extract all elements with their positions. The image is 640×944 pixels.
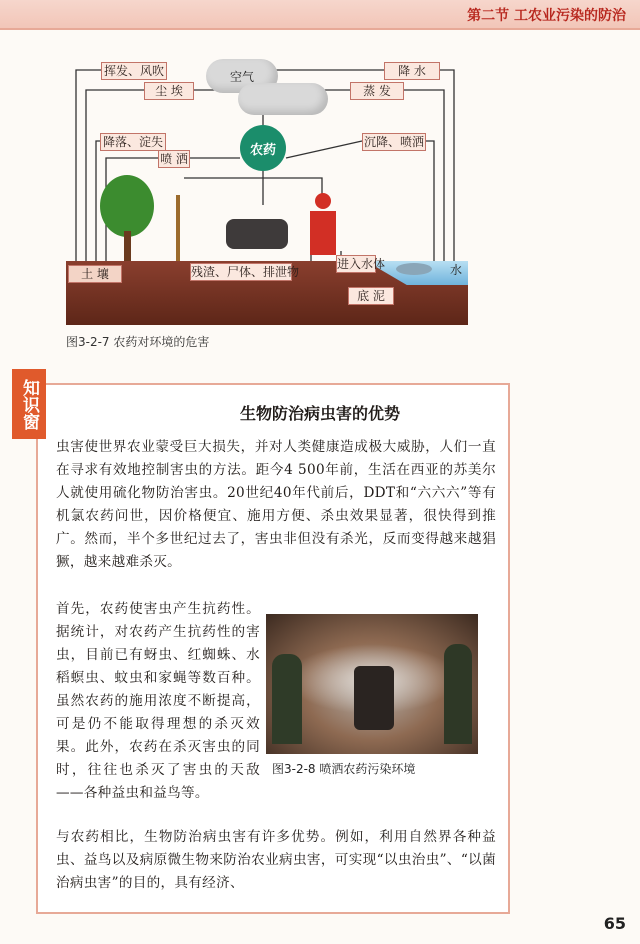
figure-caption-2: 图3-2-8 喷洒农药污染环境 [272, 762, 416, 776]
human-head-icon [315, 193, 331, 209]
figure-caption-1: 图3-2-7 农药对环境的危害 [66, 335, 210, 349]
section-title: 第二节 工农业污染的防治 [467, 8, 626, 24]
paragraph-2: 首先，农药使害虫产生抗药性。据统计，对农药产生抗药性的害虫，目前已有蚜虫、红蜘蛛、水稻螟虫、蚊虫和家蝇等数百种。虽然农药的施用浓度不断提高，可是仍不能取得理想的杀灭效果。此外，农药在杀灭害虫的同时，往往也杀灭了害虫的天敌——各种益虫和益鸟等。 [56, 601, 260, 801]
paragraph-3: 与农药相比，生物防治病虫害有许多优势。例如，利用自然界各种益虫、益鸟以及病原微生物来防治农业病虫害，可实现“以虫治虫”、“以菌治病虫害”的目的，具有经济、 [56, 829, 496, 891]
page-number: 65 [603, 914, 626, 933]
header-band [0, 0, 640, 30]
cow-icon [226, 219, 288, 249]
human-icon [310, 211, 336, 255]
tractor-icon [354, 666, 394, 730]
paragraph-1: 虫害使世界农业蒙受巨大损失，并对人类健康造成极大威胁，人们一直在寻求有效地控制害虫的方法。距今4 500年前，生活在西亚的苏美尔人就使用硫化物防治害虫。20世纪40年代前后，DDT和“六六六”等有机氯农药问世，因价格便宜、施用方便、杀虫效果显著，很快得到推广。然而，半个多世纪过去了，害虫非但没有杀光，反而变得越来越猖獗，越来越难杀灭。 [56, 439, 496, 570]
box-mud: 底 泥 [348, 287, 394, 305]
article-title: 生物防治病虫害的优势 [239, 404, 400, 423]
box-enter-water: 进入水体 [337, 257, 386, 271]
photo-tree-right [444, 644, 472, 744]
pesticide-diagram [66, 55, 468, 325]
box-dust: 尘 埃 [144, 82, 194, 100]
pesticide-circle: 农药 [240, 125, 286, 171]
box-rain: 降 水 [384, 62, 440, 80]
water-label: 水 [450, 263, 463, 277]
box-spray: 喷 洒 [158, 150, 190, 168]
tree-icon [100, 175, 154, 237]
box-evap: 蒸 发 [350, 82, 404, 100]
spraying-photo [266, 614, 478, 754]
box-soil: 土 壤 [68, 265, 122, 283]
wheat-icon [176, 195, 180, 261]
tree-trunk [124, 231, 131, 261]
knowledge-window-tag: 知识窗 [12, 369, 46, 439]
air-cloud: 空气 [206, 59, 278, 93]
box-volatile: 挥发、风吹 [101, 62, 167, 80]
box-sink: 沉降、喷洒 [363, 135, 424, 149]
photo-tree-left [272, 654, 302, 744]
box-settle: 降落、淀失 [100, 133, 166, 151]
box-residue: 残渣、尸体、排泄物 [191, 265, 300, 279]
fish-icon [396, 263, 432, 275]
air-cloud-secondary [238, 83, 328, 115]
